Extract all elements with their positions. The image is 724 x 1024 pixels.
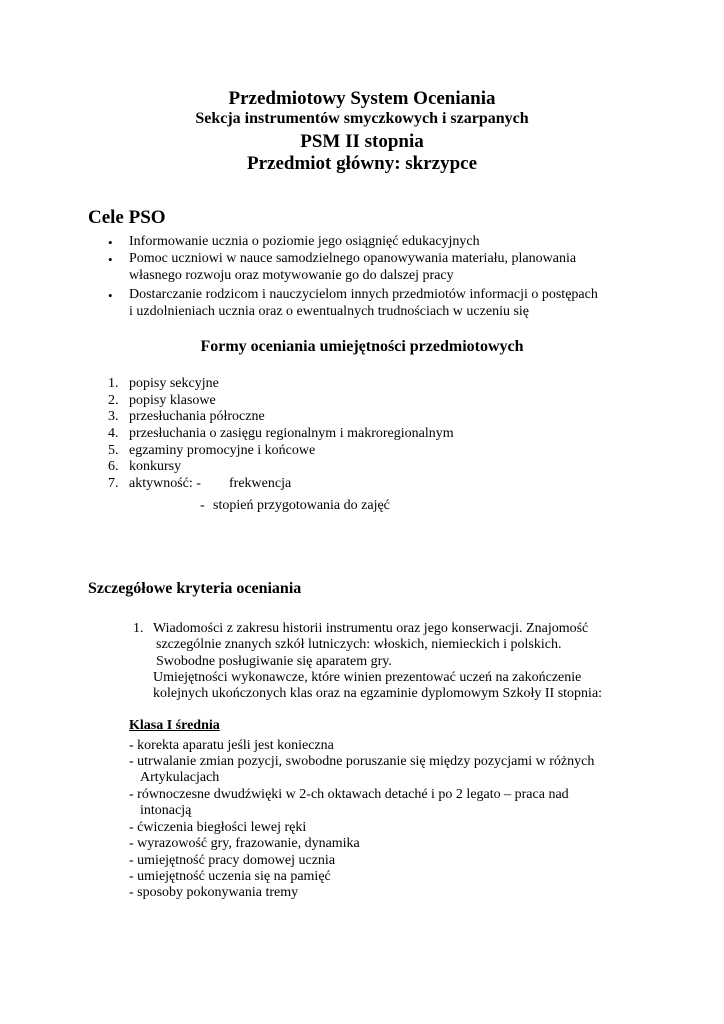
list-number: 2. (108, 393, 119, 408)
paragraph-line: kolejnych ukończonych klas oraz na egzaminie dyplomowym Szkoły II stopnia: (153, 686, 603, 701)
goals-heading: Cele PSO (88, 207, 166, 228)
list-item: - korekta aparatu jeśli jest konieczna (129, 738, 334, 753)
list-item: - wyrazowość gry, frazowanie, dynamika (129, 836, 360, 851)
list-item-continuation: i uzdolnieniach ucznia oraz o ewentualnych trudnościach w uczeniu się (129, 304, 530, 319)
list-number: 3. (108, 409, 119, 424)
section-subtitle: Sekcja instrumentów smyczkowych i szarpanych (195, 110, 529, 127)
list-item-continuation: własnego rozwoju oraz motywowanie go do dalszej pracy (129, 268, 454, 283)
list-number: 4. (108, 426, 119, 441)
subject-title: Przedmiot główny: skrzypce (246, 153, 478, 174)
list-item-continuation: Artykulacjach (140, 770, 220, 785)
sub-list-item: frekwencja (229, 476, 292, 491)
list-item: przesłuchania półroczne (129, 409, 265, 424)
list-item: - równoczesne dwudźwięki w 2-ch oktawach detaché i po 2 legato – praca nad (129, 787, 569, 802)
bullet-marker: • (108, 288, 113, 303)
class-heading: Klasa I średnia (129, 718, 220, 733)
list-item-continuation: intonacją (140, 803, 192, 818)
list-number: 7. (108, 476, 119, 491)
list-item: - umiejętność pracy domowej ucznia (129, 853, 336, 868)
paragraph-line: szczególnie znanych szkół lutniczych: włoskich, niemieckich i polskich. (156, 637, 562, 652)
list-item: Dostarczanie rodzicom i nauczycielom innych przedmiotów informacji o postępach (129, 287, 598, 302)
list-item: - umiejętność uczenia się na pamięć (129, 869, 331, 884)
document-title: Przedmiotowy System Oceniania (228, 88, 496, 109)
list-number: 1. (108, 376, 119, 391)
bullet-marker: • (108, 252, 113, 267)
list-item: - sposoby pokonywania tremy (129, 885, 299, 900)
sub-list-item: stopień przygotowania do zajęć (213, 498, 390, 513)
list-item: egzaminy promocyjne i końcowe (129, 443, 316, 458)
list-item: przesłuchania o zasięgu regionalnym i makroregionalnym (129, 426, 454, 441)
paragraph-line: Umiejętności wykonawcze, które winien prezentować uczeń na zakończenie (153, 670, 582, 685)
list-item: konkursy (129, 459, 182, 474)
list-item: Pomoc uczniowi w nauce samodzielnego opanowywania materiału, planowania (129, 251, 577, 266)
list-item: aktywność: - (129, 476, 201, 491)
paragraph-line: Swobodne posługiwanie się aparatem gry. (156, 654, 392, 669)
list-number: 5. (108, 443, 119, 458)
list-item: - utrwalanie zmian pozycji, swobodne poruszanie się między pozycjami w różnych (129, 754, 595, 769)
list-number: 1. (133, 621, 144, 636)
forms-heading: Formy oceniania umiejętności przedmiotowych (200, 338, 524, 355)
paragraph-line: Wiadomości z zakresu historii instrumentu oraz jego konserwacji. Znajomość (153, 621, 589, 636)
list-item: Informowanie ucznia o poziomie jego osiągnięć edukacyjnych (129, 234, 480, 249)
list-item: - ćwiczenia biegłości lewej ręki (129, 820, 307, 835)
bullet-marker: • (108, 235, 113, 250)
sub-list-dash: - (200, 498, 205, 513)
list-number: 6. (108, 459, 119, 474)
school-level: PSM II stopnia (300, 131, 424, 152)
criteria-heading: Szczegółowe kryteria oceniania (88, 580, 302, 597)
list-item: popisy sekcyjne (129, 376, 219, 391)
list-item: popisy klasowe (129, 393, 216, 408)
